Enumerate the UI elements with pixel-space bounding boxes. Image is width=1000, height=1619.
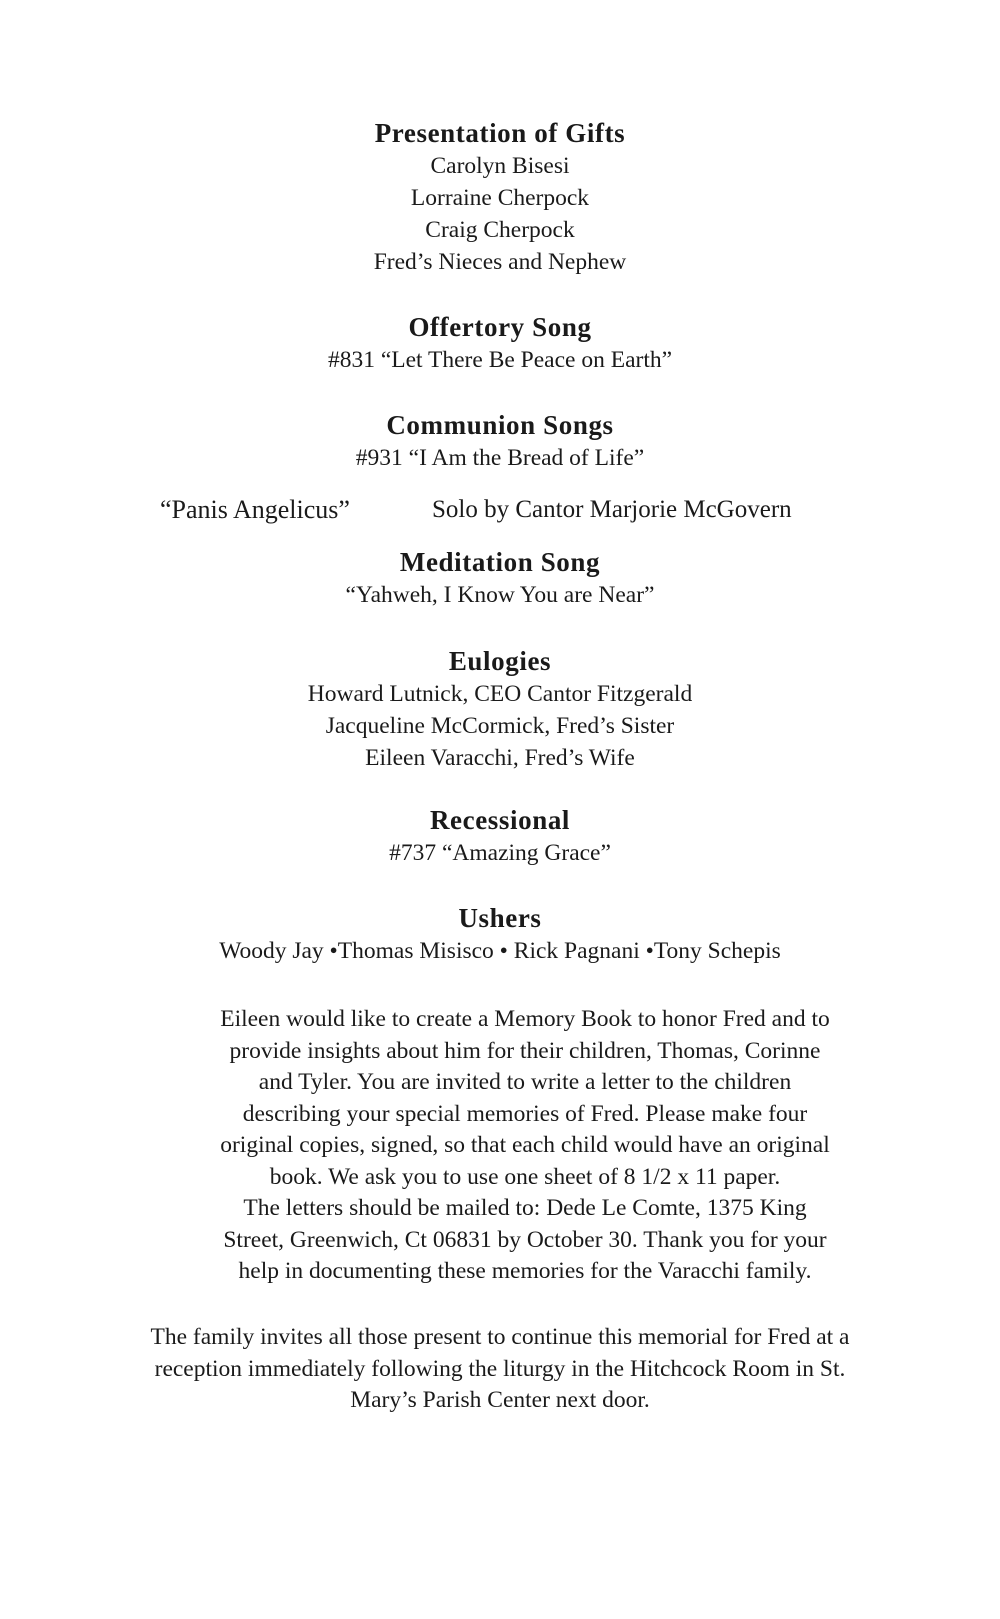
panis-angelicus-title: “Panis Angelicus” bbox=[160, 495, 350, 524]
gift-presenter: Craig Cherpock bbox=[425, 217, 575, 243]
reception-line: reception immediately following the liturgy in the Hitchcock Room in St. bbox=[154, 1355, 846, 1382]
memory-book-line: Street, Greenwich, Ct 06831 by October 30. Thank you for your bbox=[223, 1226, 827, 1253]
communion-songs-section bbox=[0, 408, 1000, 474]
reception-line: The family invites all those present to continue this memorial for Fred at a bbox=[150, 1324, 850, 1350]
memory-book-line: book. We ask you to use one sheet of 8 1/2 x 11 paper. bbox=[269, 1163, 781, 1190]
presentation-of-gifts-heading: Presentation of Gifts bbox=[374, 118, 626, 148]
eulogy-speaker: Eileen Varacchi, Fred’s Wife bbox=[365, 745, 635, 771]
offertory-song-title: #831 “Let There Be Peace on Earth” bbox=[327, 347, 673, 373]
recessional-song-title: #737 “Amazing Grace” bbox=[389, 840, 611, 866]
memory-book-line: Eileen would like to create a Memory Book to honor Fred and to bbox=[220, 1006, 830, 1032]
communion-song-title: #931 “I Am the Bread of Life” bbox=[355, 445, 645, 471]
panis-angelicus-performer: Solo by Cantor Marjorie McGovern bbox=[432, 496, 792, 523]
recessional-heading: Recessional bbox=[429, 805, 571, 835]
recessional-section bbox=[0, 803, 1000, 869]
ushers-section bbox=[0, 901, 1000, 967]
eulogy-speaker: Jacqueline McCormick, Fred’s Sister bbox=[325, 713, 675, 739]
meditation-song-heading: Meditation Song bbox=[399, 547, 601, 577]
gift-presenter: Carolyn Bisesi bbox=[430, 153, 570, 179]
eulogies-heading: Eulogies bbox=[448, 646, 552, 676]
gift-presenter: Fred’s Nieces and Nephew bbox=[373, 249, 627, 275]
memory-book-line: The letters should be mailed to: Dede Le Comte, 1375 King bbox=[243, 1195, 807, 1221]
eulogies-section bbox=[0, 644, 1000, 774]
presentation-of-gifts-section bbox=[0, 116, 1000, 278]
reception-line: Mary’s Parish Center next door. bbox=[350, 1387, 650, 1413]
ushers-heading: Ushers bbox=[458, 903, 542, 933]
memory-book-line: original copies, signed, so that each child would have an original bbox=[220, 1132, 830, 1158]
gift-presenter: Lorraine Cherpock bbox=[410, 185, 590, 211]
meditation-song-section bbox=[0, 545, 1000, 611]
reception-paragraph bbox=[70, 1322, 930, 1417]
memory-book-paragraph bbox=[170, 1004, 880, 1288]
memory-book-line: help in documenting these memories for the Varacchi family. bbox=[238, 1258, 812, 1284]
ushers-names: Woody Jay •Thomas Misisco • Rick Pagnani •Tony Schepis bbox=[219, 938, 781, 964]
memory-book-line: and Tyler. You are invited to write a letter to the children bbox=[258, 1069, 792, 1095]
meditation-song-title: “Yahweh, I Know You are Near” bbox=[345, 582, 655, 608]
communion-songs-heading: Communion Songs bbox=[386, 410, 614, 440]
offertory-song-heading: Offertory Song bbox=[408, 312, 592, 342]
memory-book-line: describing your special memories of Fred. Please make four bbox=[242, 1100, 808, 1127]
memory-book-line: provide insights about him for their children, Thomas, Corinne bbox=[229, 1037, 821, 1064]
offertory-song-section bbox=[0, 310, 1000, 376]
eulogy-speaker: Howard Lutnick, CEO Cantor Fitzgerald bbox=[307, 681, 693, 707]
